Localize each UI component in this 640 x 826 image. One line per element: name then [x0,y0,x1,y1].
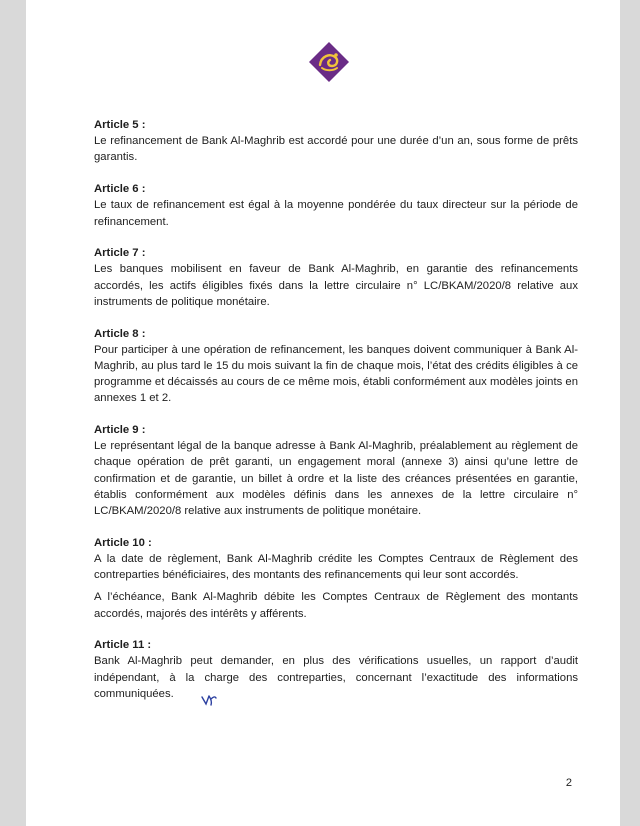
article-paragraph: Bank Al-Maghrib peut demander, en plus des vérifications usuelles, un rapport d’audit indépendant, à la charge des contreparties, concernant l’exactitude des informations communiquées. [94,655,578,700]
page-number: 2 [565,777,572,789]
article-heading: Article 10 : [94,536,152,549]
article-paragraph: Le représentant légal de la banque adresse à Bank Al-Maghrib, préalablement au règlement de chaque opération de prêt garanti, un engagement moral (annexe 3) ainsi qu’une lettre de confirmation et de garantie, un billet à ordre et la liste des créances présentées en garantie, établis conformément aux modèles définis dans les annexes de la lettre circulaire n° LC/BKAM/2020/8 relative aux instruments de politique monétaire. [94,440,578,518]
article-heading: Article 5 : [94,119,146,131]
article-heading: Article 6 : [94,183,146,196]
article-heading: Article 9 : [94,424,146,437]
article-9 [94,422,578,519]
article-5 [94,117,578,166]
article-6 [94,181,578,230]
handwritten-initial-icon [200,693,218,707]
article-paragraph: Le taux de refinancement est égal à la moyenne pondérée du taux directeur sur la période de refinancement. [94,199,578,228]
article-paragraph: Les banques mobilisent en faveur de Bank Al-Maghrib, en garantie des refinancements accordés, les actifs éligibles fixés dans la lettre circulaire n° LC/BKAM/2020/8 relative aux instruments de politique monétaire. [94,263,578,308]
article-paragraph: A la date de règlement, Bank Al-Maghrib crédite les Comptes Centraux de Règlement des contreparties bénéficiaires, des montants des refinancements qui leur sont accordés. [94,552,578,582]
article-8 [94,326,578,407]
article-heading: Article 8 : [94,327,146,340]
article-7 [94,245,578,310]
article-paragraph: A l’échéance, Bank Al-Maghrib débite les Comptes Centraux de Règlement des montants accordés, majorés des intérêts y afférents. [94,591,578,620]
article-paragraph: Le refinancement de Bank Al-Maghrib est accordé pour une durée d’un an, sous forme de prêts garantis. [94,135,578,164]
article-10 [94,535,578,622]
article-heading: Article 7 : [94,247,146,260]
document-page [26,0,620,826]
document-body [94,117,578,718]
article-11 [94,637,578,702]
article-paragraph: Pour participer à une opération de refinancement, les banques doivent communiquer à Bank Al-Maghrib, au plus tard le 15 du mois suivant la fin de chaque mois, l’état des crédits éligibles à ce programme et décaissés au cours de ce même mois, établi conformément aux modèles joints en annexes 1 et 2. [94,343,578,405]
bank-logo-icon [308,41,350,83]
article-heading: Article 11 : [94,639,152,652]
